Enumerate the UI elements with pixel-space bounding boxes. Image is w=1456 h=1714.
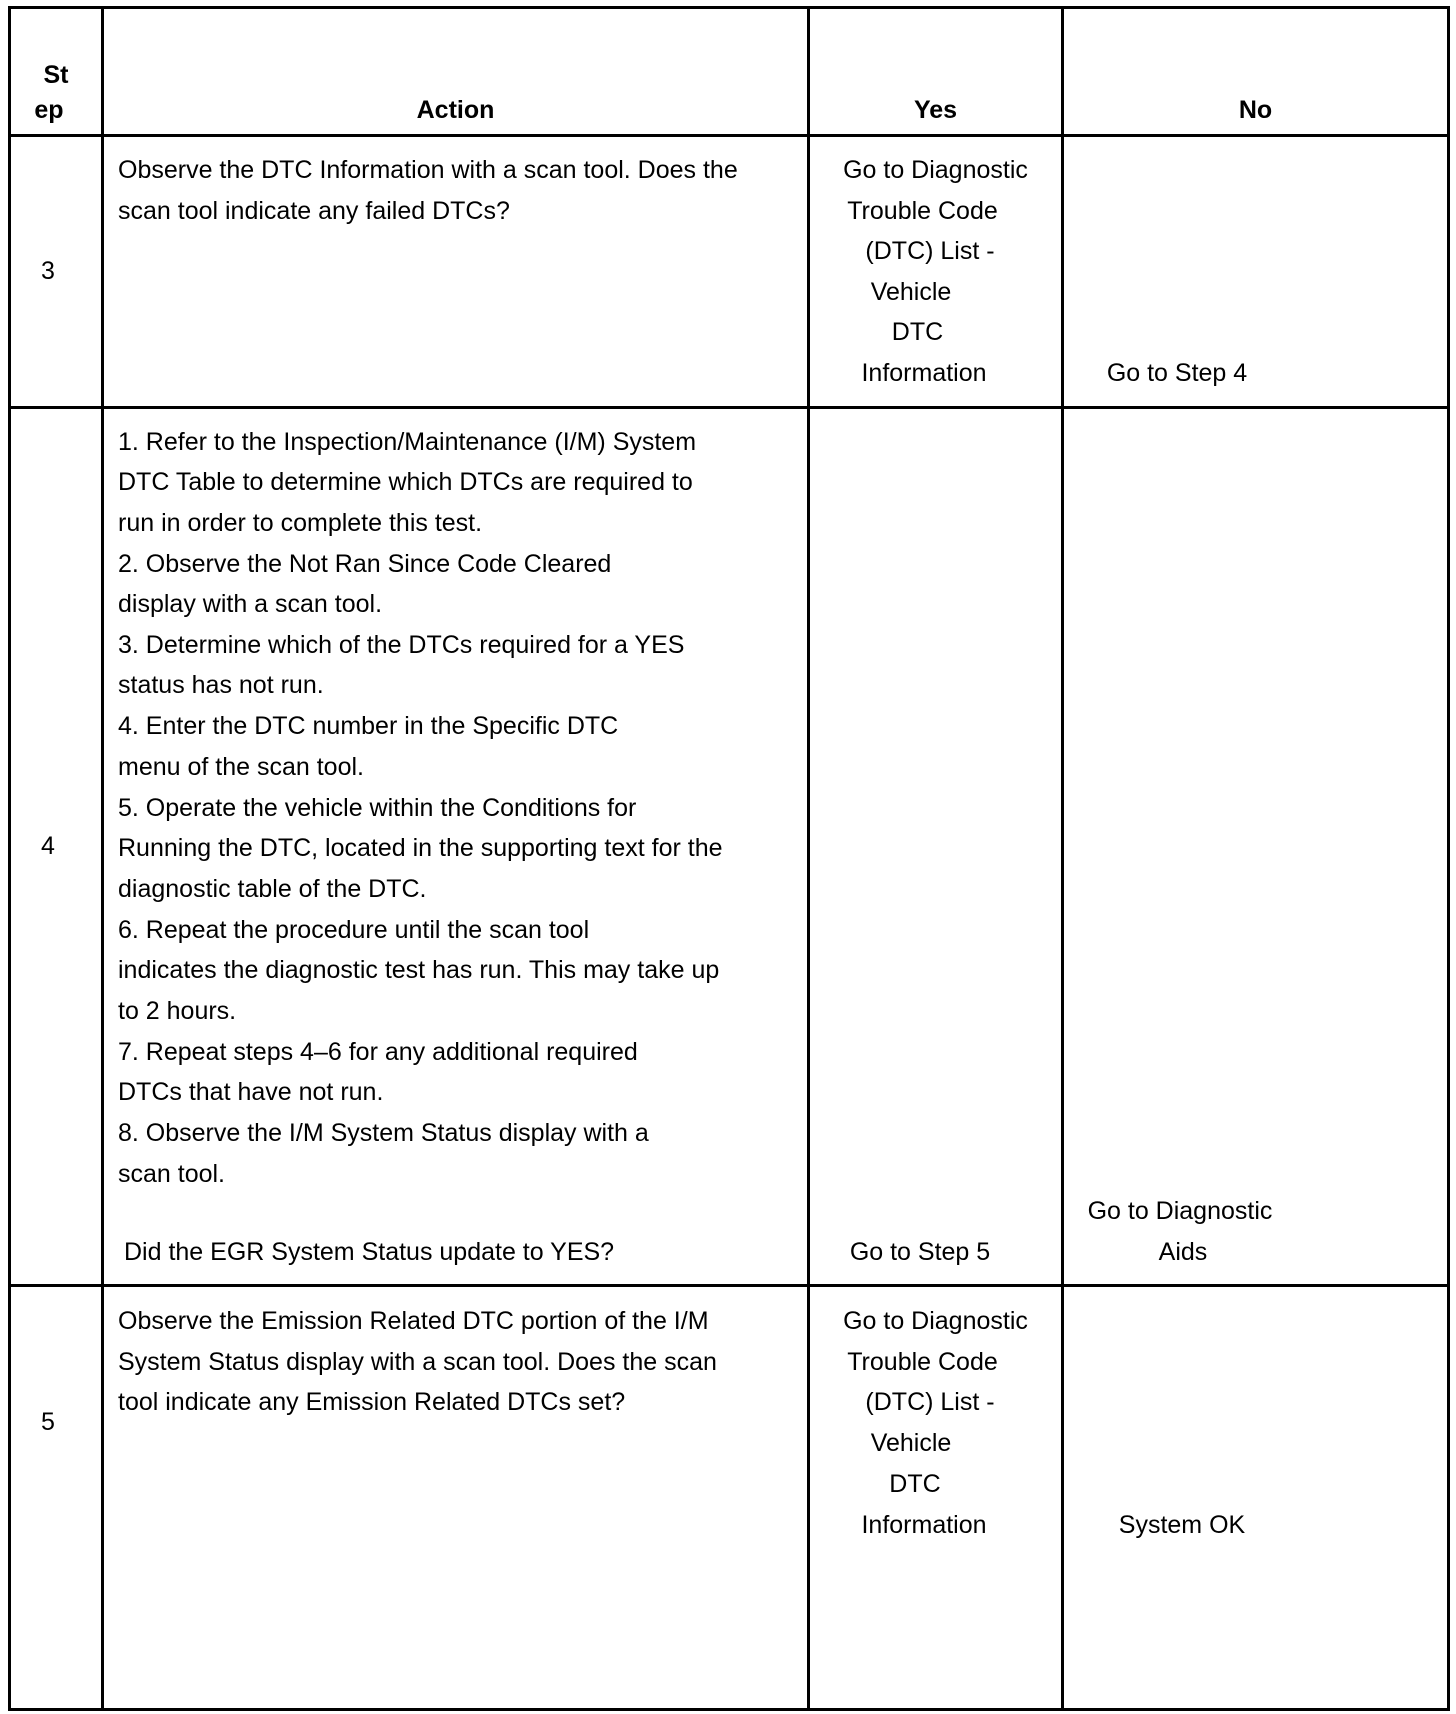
action-line: display with a scan tool.	[118, 590, 383, 618]
action-line: tool indicate any Emission Related DTCs set?	[118, 1388, 626, 1416]
action-line: Observe the Emission Related DTC portion of the I/M	[118, 1307, 709, 1335]
header-no: No	[1238, 96, 1273, 124]
action-line: 8. Observe the I/M System Status display with a	[118, 1119, 649, 1147]
yes-line: Trouble Code	[847, 197, 998, 225]
table-border-top	[8, 6, 1450, 9]
action-line: menu of the scan tool.	[118, 753, 364, 781]
yes-line: DTC	[891, 318, 944, 346]
action-line: 1. Refer to the Inspection/Maintenance (I/M) System	[118, 428, 697, 456]
action-line: status has not run.	[118, 671, 324, 699]
yes-line: DTC	[889, 1470, 941, 1498]
header-divider	[8, 134, 1450, 137]
action-line: scan tool.	[118, 1160, 226, 1188]
step-number: 4	[41, 832, 55, 860]
action-line: 6. Repeat the procedure until the scan tool	[118, 916, 590, 944]
header-step-line1: St	[43, 61, 69, 89]
action-line: scan tool indicate any failed DTCs?	[118, 197, 510, 225]
action-line: 3. Determine which of the DTCs required for a YES	[118, 631, 685, 659]
yes-line: Information	[861, 1511, 987, 1539]
row-divider	[8, 406, 1450, 409]
yes-line: Vehicle	[870, 278, 952, 306]
action-line: 2. Observe the Not Ran Since Code Cleared	[118, 550, 612, 578]
no-line: Aids	[1158, 1238, 1208, 1266]
column-divider	[1061, 6, 1064, 1711]
no-line: System OK	[1118, 1511, 1246, 1539]
header-action: Action	[416, 96, 495, 124]
header-yes: Yes	[913, 96, 958, 124]
action-line: 7. Repeat steps 4–6 for any additional required	[118, 1038, 638, 1066]
action-line: DTCs that have not run.	[118, 1078, 384, 1106]
table-border-bottom	[8, 1708, 1450, 1711]
row-divider	[8, 1284, 1450, 1287]
no-line: Go to Step 4	[1106, 359, 1248, 387]
action-line: 5. Operate the vehicle within the Conditions for	[118, 794, 637, 822]
yes-line: (DTC) List -	[865, 237, 995, 265]
yes-line: Go to Diagnostic	[843, 156, 1028, 184]
action-line: Running the DTC, located in the supporting text for the	[118, 834, 723, 862]
no-line: Go to Diagnostic	[1087, 1197, 1273, 1225]
action-line: run in order to complete this test.	[118, 509, 483, 537]
action-line: DTC Table to determine which DTCs are required to	[118, 468, 693, 496]
action-line: System Status display with a scan tool. Does the scan	[118, 1348, 717, 1376]
yes-line: Vehicle	[870, 1429, 952, 1457]
yes-line: Go to Diagnostic	[843, 1307, 1028, 1335]
action-line: Observe the DTC Information with a scan tool. Does the	[118, 156, 738, 184]
action-line: indicates the diagnostic test has run. This may take up	[118, 956, 720, 984]
step-number: 3	[41, 257, 55, 285]
action-line: to 2 hours.	[118, 997, 237, 1025]
step-number: 5	[41, 1408, 55, 1436]
yes-line: Go to Step 5	[849, 1238, 991, 1266]
action-line: 4. Enter the DTC number in the Specific DTC	[118, 712, 619, 740]
column-divider	[101, 6, 104, 1711]
header-step-line2: ep	[34, 96, 64, 124]
table-border-right	[1447, 6, 1450, 1711]
action-line: diagnostic table of the DTC.	[118, 875, 427, 903]
yes-line: (DTC) List -	[865, 1388, 995, 1416]
yes-line: Trouble Code	[847, 1348, 998, 1376]
yes-line: Information	[861, 359, 987, 387]
action-question: Did the EGR System Status update to YES?	[124, 1238, 615, 1266]
